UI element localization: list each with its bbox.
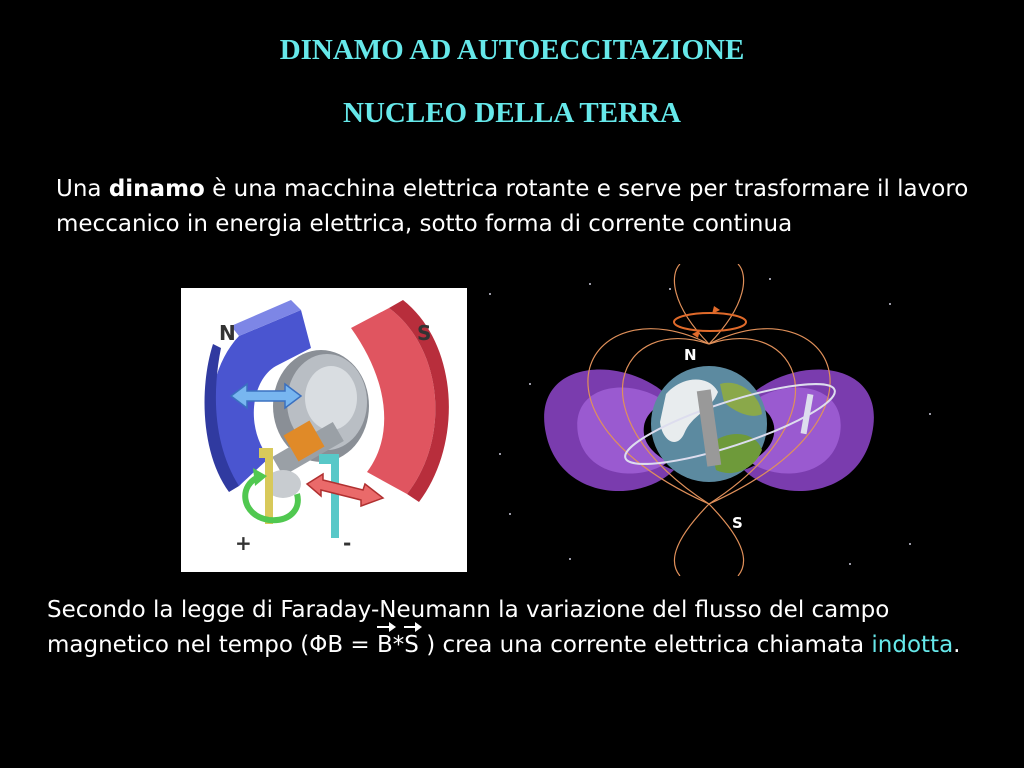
bold-term-dinamo: dinamo xyxy=(108,176,205,202)
dynamo-label-south: S xyxy=(417,321,432,345)
text-fragment: è una macchina elettrica rotante e serve per trasformare il lavoro meccanico in energia elettrica, sotto forma di corrente continua xyxy=(56,176,969,237)
slide-subtitle: NUCLEO DELLA TERRA xyxy=(343,97,681,129)
earth-label-south: S xyxy=(732,514,743,532)
highlight-indotta: indotta xyxy=(871,632,954,658)
dynamo-label-plus: + xyxy=(235,531,252,555)
text-fragment: ) crea una corrente elettrica chiamata xyxy=(418,632,872,658)
earth-label-north: N xyxy=(684,346,697,364)
dynamo-illustration xyxy=(181,288,467,572)
dynamo-label-minus: - xyxy=(343,531,352,555)
dynamo-label-north: N xyxy=(219,321,236,345)
faraday-neumann-text xyxy=(47,593,977,663)
slide-title: DINAMO AD AUTOECCITAZIONE xyxy=(279,34,745,66)
text-fragment: * xyxy=(392,632,405,658)
text-fragment: Secondo la legge di Faraday-Neumann la variazione del flusso del campo magnetico nel tempo (ΦB = xyxy=(47,597,890,658)
text-fragment: . xyxy=(953,632,961,658)
vector-b: B xyxy=(377,628,393,663)
vector-s: S xyxy=(404,628,419,663)
text-fragment: Una xyxy=(56,176,109,202)
dynamo-definition-text xyxy=(56,172,986,242)
earth-magnetic-field-illustration xyxy=(470,264,948,576)
